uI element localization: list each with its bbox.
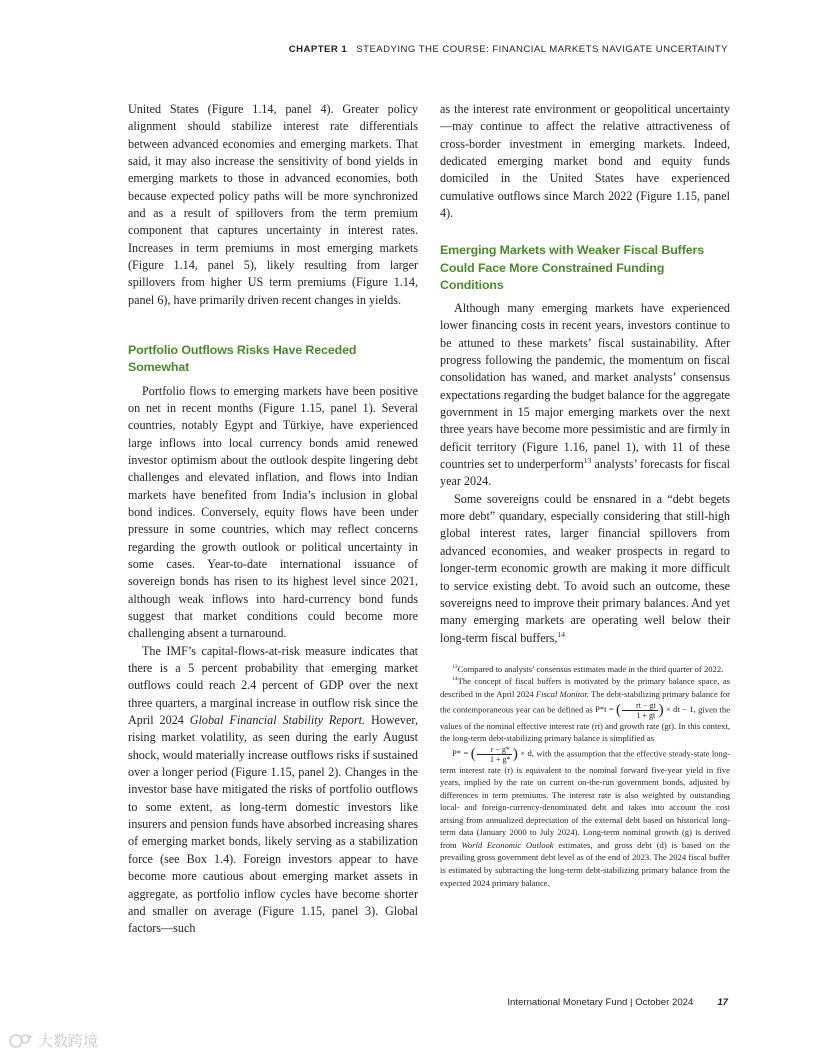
gfsr-title: Global Financial Stability Report. [189, 713, 366, 728]
paragraph-right-1: as the interest rate environment or geopolitical uncertainty—may continue to affect the relative attractiveness of cross-border investment in emerging markets. Indeed, dedicated emerging market bond and equity funds domiciled in the United States have experienced cumulative outflows since March 2022 (Figure 1.15, panel 4). [440, 102, 730, 221]
formula-contemporaneous-balance: P*t = ( $\frac{rt - gt}{1 + gt}$ ) × dt − 1, [595, 700, 696, 720]
footnote-ref-13[interactable]: 13 [583, 456, 592, 466]
weo-title: World Economic Outlook [461, 839, 554, 850]
footnote-ref-14[interactable]: 14 [557, 629, 565, 639]
paragraph-right-2: Although many emerging markets have experienced lower financing costs in recent years, investors continue to be attuned to these markets’ fiscal sustainability. After progress following the pandemic, the momentum on fiscal consolidation has waned, and market analysts’ consensus expectations regarding the budget balance for the aggregate government in 15 major emerging markets over the next three years have become more pessimistic and are firmly in deficit territory (Figure 1.16, panel 1), with 11 of these countries set to underperform$^{13}$ analysts’ forecasts for fiscal year 2024. [440, 301, 730, 489]
paragraph-left-1: United States (Figure 1.14, panel 4). Greater policy alignment should stabilize interest rate differentials between advanced economies and emerging markets. That said, it may also increase the sensitivity of bond yields in emerging markets to those in advanced economies, both because expected policy paths will be more synchronized and as a result of spillovers from the term premium component that captures uncertainty in interest rates. Increases in term premiums in most emerging markets (Figure 1.14, panel 5), likely resulting from larger spillovers from higher US term premiums (Figure 1.14, panel 6), have primarily driven recent changes in yields. [128, 102, 418, 307]
footnote-13: $^{13}$Compared to analysts’ consensus estimates made in the third quarter of 2022. [452, 663, 724, 674]
section-heading-portfolio-outflows: Portfolio Outflows Risks Have Receded Somewhat [128, 343, 357, 375]
paragraph-left-3: The IMF’s capital-flows-at-risk measure indicates that there is a 5 percent probability that emerging market outflows could reach 2.4 percent of GDP over the next three quarters, a marginal increase in outflow risk since the April 2024 Global Financial Stability Report. However, rising market volatility, as seen during the early August shock, would materially increase outflows risks if sustained over a longer period (Figure 1.15, panel 2). Changes in the investor base have mitigated the risks of portfolio outflows to some extent, as long-term domestic investors like insurers and pension funds have absorbed increasing shares of emerging market bonds, likely serving as a stabilization force (see Box 1.4). Foreign investors appear to have become more cautious about emerging market assets in aggregate, as portfolio inflow cycles have become shorter and smaller on average (Figure 1.15, panel 3). Global factors—such [128, 643, 418, 936]
fiscal-monitor-title: Fiscal Monitor. [535, 688, 589, 699]
watermark [8, 1030, 98, 1051]
footer-publication: International Monetary Fund | October 2024 [507, 997, 694, 1008]
left-column [128, 101, 418, 938]
page-footer [507, 997, 728, 1008]
watermark-text: 大数跨境 [38, 1032, 99, 1050]
page-number: 17 [717, 997, 728, 1008]
running-header [289, 44, 728, 55]
chapter-label: CHAPTER 1 [288, 44, 348, 55]
chapter-title: STEADYING THE COURSE: FINANCIAL MARKETS NAVIGATE UNCERTAINTY [356, 44, 728, 55]
footnote-14: $^{14}$The concept of fiscal buffers is motivated by the primary balance space, as described in the April 2024 Fiscal Monitor. The debt-stabilizing primary balance for the contemporaneous year can be defined as P*t = ( $\frac{rt - gt}{1 + gt}$ ) × dt − 1, given the values of the nominal effective interest rate (rt) and growth rate (gt). In this context, the long-term debt-stabilizing primary balance is simplified as [440, 676, 731, 744]
section-heading-fiscal-buffers: Emerging Markets with Weaker Fiscal Buffers Could Face More Constrained Funding Conditions [440, 243, 705, 292]
watermark-logo-icon [8, 1032, 34, 1050]
right-column [440, 101, 730, 889]
footnotes [440, 663, 730, 889]
paragraph-right-3: Some sovereigns could be ensnared in a “debt begets more debt” quandary, especially considering that still-high global interest rates, larger financial spillovers from advanced economies, and weaker prospects in regard to longer-term economic growth are making it more difficult to service existing debt. To avoid such an outcome, these sovereigns need to improve their primary balances. And yet many emerging markets are operating well below their long-term fiscal buffers,$^{14}$ [440, 491, 730, 645]
formula-long-term-balance: P* = ( $\frac{r - g*}{1 + g*}$ ) × d, [452, 744, 534, 764]
footnote-14-continued: P* = ( $\frac{r - g*}{1 + g*}$ ) × d, with the assumption that the effective steady-state long-term interest rate (r) is equivalent to the nominal forward five-year yield in five years, implied by the rate on current on-the-run government bonds, adjusted by differences in term premiums. The interest rate is also weighted by outstanding local- and foreign-currency-denominated debt and takes into account the cost arising from annualized depreciation of the external debt based on historical long-term data (January 2000 to July 2024). Long-term nominal growth (g) is derived from World Economic Outlook estimates, and gross debt (d) is based on the prevailing gross government debt level as of the end of 2023. The 2024 fiscal buffer is estimated by subtracting the long-term debt-stabilizing primary balance from the expected 2024 primary balance. [440, 744, 730, 888]
paragraph-left-2: Portfolio flows to emerging markets have been positive on net in recent months (Figure 1.15, panel 1). Several countries, notably Egypt and Türkiye, have experienced large inflows into local currency bonds amid renewed investor optimism about the outlook despite lingering debt challenges and elevated inflation, and flows into Indian markets have benefited from India’s inclusion in global bond indices. Conversely, equity flows have been under pressure in some countries, which may reflect concerns regarding the growth outlook or political uncertainty in some cases. Year-to-date international issuance of sovereign bonds has risen to its highest level since 2021, although weak inflows into hard-currency bond funds suggest that market conditions could become more challenging absent a turnaround. [128, 383, 418, 641]
